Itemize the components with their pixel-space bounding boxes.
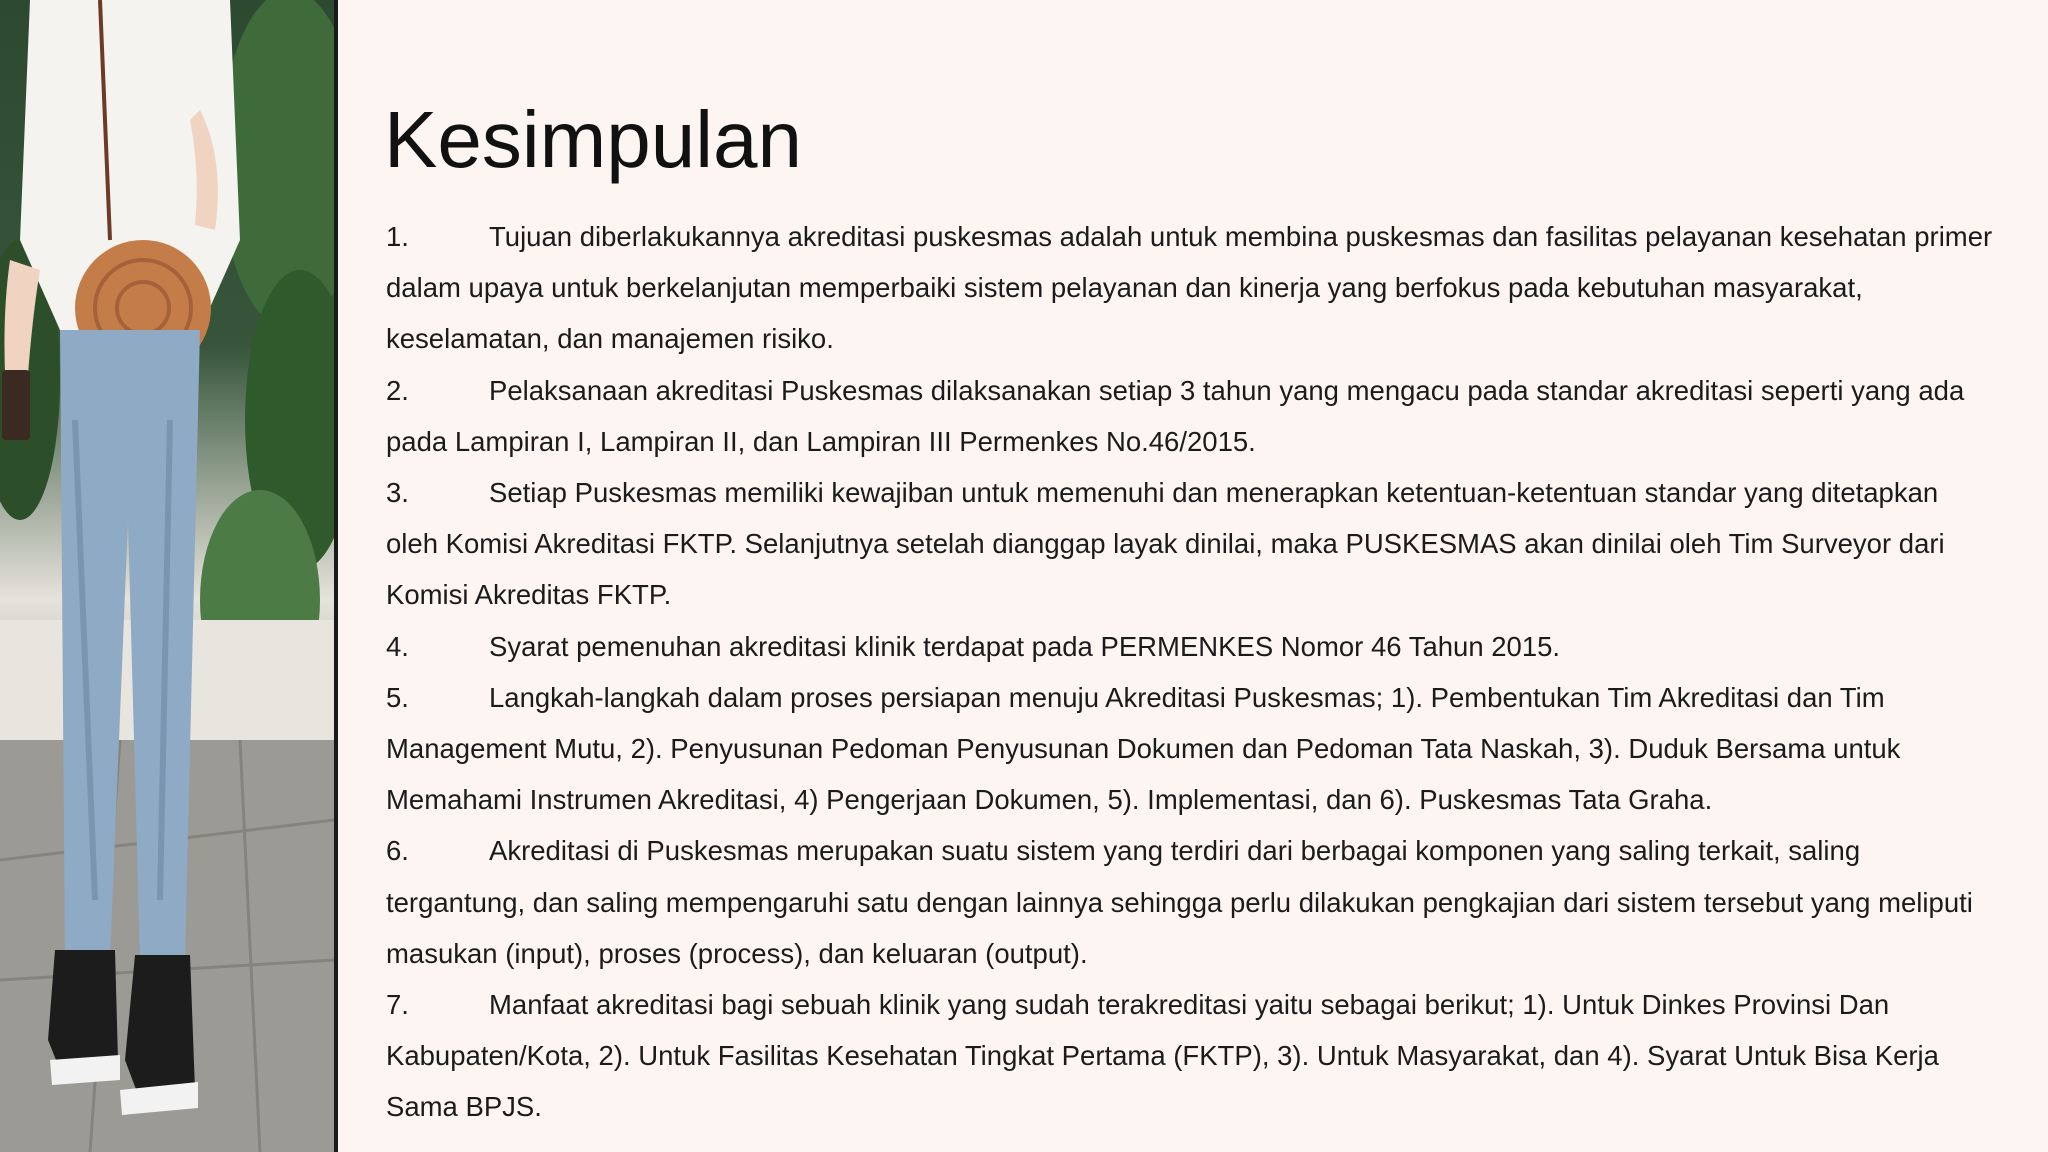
conclusion-list [386,211,1996,1133]
item-text: Setiap Puskesmas memiliki kewajiban untuk memenuhi dan menerapkan ketentuan-ketentuan standar yang ditetapkan oleh Komisi Akreditasi FKTP. Selanjutnya setelah dianggap layak dinilai, maka PUSKESMAS akan dinilai oleh Tim Surveyor dari Komisi Akreditas FKTP. [386,477,1945,611]
item-text: Syarat pemenuhan akreditasi klinik terdapat pada PERMENKES Nomor 46 Tahun 2015. [489,630,1561,662]
list-item [386,672,1996,826]
item-number: 5. [386,681,409,713]
phone-shape [2,370,30,440]
item-text: Pelaksanaan akreditasi Puskesmas dilaksanakan setiap 3 tahun yang mengacu pada standar akreditasi seperti yang ada pada Lampiran I, Lampiran II, dan Lampiran III Permenkes No.46/2015. [386,374,1965,457]
list-item [386,467,1996,621]
list-item [386,979,1996,1133]
photo-divider [334,0,338,1152]
item-number: 3. [386,477,409,509]
list-item [386,211,1996,365]
sneaker-sole [50,1055,120,1085]
list-item [386,621,1996,672]
sneaker-left [48,950,118,1070]
item-text: Akreditasi di Puskesmas merupakan suatu sistem yang terdiri dari berbagai komponen yang saling terkait, saling tergantung, dan saling mempengaruhi satu dengan lainnya sehingga perlu dilakukan pengkajian dari sistem tersebut yang meliputi masukan (input), proses (process), dan keluaran (output). [386,835,1973,969]
photo-illustration [0,0,334,1152]
slide-title: Kesimpulan [384,95,803,184]
sneaker-right [125,955,195,1100]
item-number: 2. [386,374,409,406]
item-text: Tujuan diberlakukannya akreditasi puskesmas adalah untuk membina puskesmas dan fasilitas pelayanan kesehatan primer dalam upaya untuk berkelanjutan memperbaiki sistem pelayanan dan kinerja yang berfokus pada kebutuhan masyarakat, keselamatan, dan manajemen risiko. [386,221,1993,355]
item-text: Manfaat akreditasi bagi sebuah klinik yang sudah terakreditasi yaitu sebagai berikut; 1). Untuk Dinkes Provinsi Dan Kabupaten/Kota, 2). Untuk Fasilitas Kesehatan Tingkat Pertama (FKTP), 3). Untuk Masyarakat, dan 4). Syarat Untuk Bisa Kerja Sama BPJS. [386,989,1939,1123]
item-number: 7. [386,989,409,1021]
list-item [386,825,1996,979]
item-number: 1. [386,221,409,252]
item-number: 4. [386,630,409,662]
item-number: 6. [386,835,409,867]
list-item [386,365,1996,467]
fashion-photo [0,0,334,1152]
item-text: Langkah-langkah dalam proses persiapan menuju Akreditasi Puskesmas; 1). Pembentukan Tim Akreditasi dan Tim Management Mutu, 2). Penyusunan Pedoman Penyusunan Dokumen dan Pedoman Tata Naskah, 3). Duduk Bersama untuk Memahami Instrumen Akreditasi, 4) Pengerjaan Dokumen, 5). Implementasi, dan 6). Puskesmas Tata Graha. [386,681,1901,816]
